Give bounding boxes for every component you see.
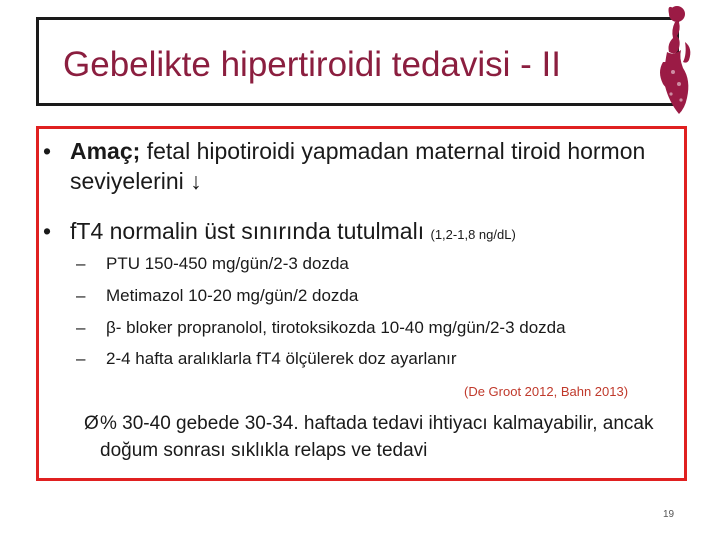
bullet-goal-text: fetal hipotiroidi yapmadan maternal tiroid hormon seviyelerini ↓ bbox=[70, 138, 646, 194]
page-number: 19 bbox=[663, 509, 675, 520]
bullet-ft4-text: fT4 normalin üst sınırında tutulmalı bbox=[70, 218, 431, 244]
bullet-ft4-range: (1,2-1,8 ng/dL) bbox=[430, 227, 516, 242]
dash-marker: – bbox=[76, 286, 86, 305]
reference: (De Groot 2012, Bahn 2013) bbox=[464, 384, 629, 399]
arrow-bullet-icon: Ø bbox=[84, 413, 99, 434]
bullet-goal-label: Amaç; bbox=[70, 138, 141, 164]
note-text: % 30-40 gebede 30-34. haftada tedavi ihtiyacı kalmayabilir, ancak doğum sonrası sıklıkla relaps ve tedavi bbox=[100, 413, 654, 461]
bullet-marker: • bbox=[43, 218, 52, 244]
bullet-ft4 bbox=[43, 216, 680, 250]
dash-marker: – bbox=[76, 349, 86, 368]
subitem-text: 2-4 hafta aralıklarla fT4 ölçülerek doz ayarlanır bbox=[106, 349, 457, 368]
title-box bbox=[36, 17, 679, 106]
slide-title: Gebelikte hipertiroidi tedavisi - II bbox=[63, 45, 561, 84]
dash-marker: – bbox=[76, 318, 86, 337]
pregnant-woman-icon bbox=[655, 2, 695, 118]
bullet-marker: • bbox=[43, 138, 52, 164]
subitem-text: β- bloker propranolol, tirotoksikozda 10-40 mg/gün/2-3 dozda bbox=[106, 318, 566, 337]
bullet-goal bbox=[43, 136, 670, 196]
dash-marker: – bbox=[76, 254, 86, 273]
subitem-text: Metimazol 10-20 mg/gün/2 dozda bbox=[106, 286, 359, 305]
subitem-text: PTU 150-450 mg/gün/2-3 dozda bbox=[106, 254, 349, 273]
